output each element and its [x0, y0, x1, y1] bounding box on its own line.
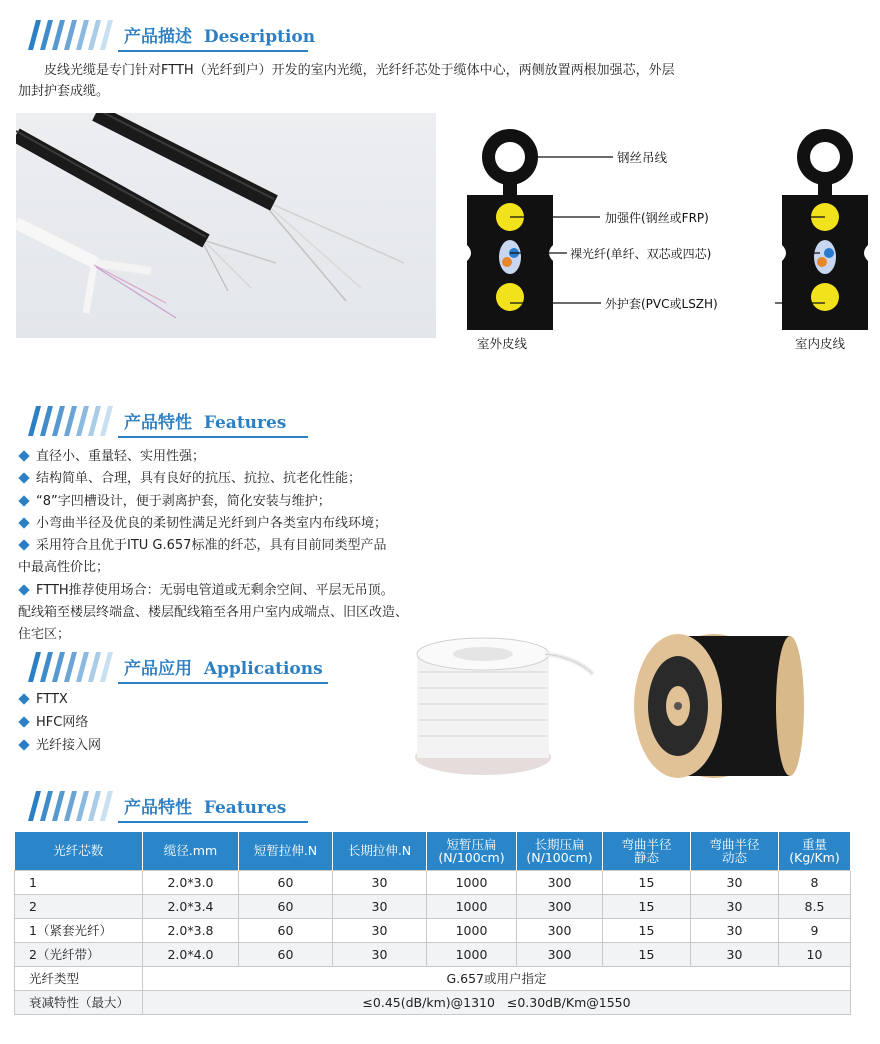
- applications-list: [18, 688, 101, 757]
- table-cell: 60: [239, 942, 333, 966]
- header-short-crush: 短暂压扁 (N/100cm): [427, 832, 517, 870]
- table-cell: 8: [779, 870, 851, 894]
- table-cell: 9: [779, 918, 851, 942]
- table-cell: 2: [15, 894, 143, 918]
- list-item: 光纤接入网: [18, 734, 101, 757]
- list-item: FTTX: [18, 688, 101, 711]
- list-item: “8”字凹槽设计，便于剥离护套，简化安装与维护；: [18, 491, 438, 513]
- list-item-cont: 住宅区；: [18, 627, 71, 643]
- table-cell: 1（紧套光纤）: [15, 918, 143, 942]
- diamond-bullet-icon: [18, 495, 29, 506]
- section-header-applications: [18, 650, 323, 684]
- diamond-bullet-icon: [18, 540, 29, 551]
- outdoor-cable-section-icon: [467, 129, 553, 330]
- stripes-icon: [18, 791, 118, 821]
- table-cell: 1000: [427, 870, 517, 894]
- section-title: 产品描述 Deseription: [124, 27, 316, 47]
- table-header-row: [15, 832, 851, 870]
- list-item: 结构简单、合理，具有良好的抗压、抗拉、抗老化性能；: [18, 468, 438, 490]
- table-cell: 30: [691, 870, 779, 894]
- list-item: HFC网络: [18, 711, 101, 734]
- label-outer-jacket: 外护套(PVC或LSZH): [605, 297, 718, 311]
- table-cell: 10: [779, 942, 851, 966]
- table-cell: 1000: [427, 918, 517, 942]
- table-cell: 2.0*3.4: [143, 894, 239, 918]
- table-cell: 2.0*3.8: [143, 918, 239, 942]
- stripes-icon: [18, 20, 118, 50]
- black-cable-reel-photo: [626, 628, 806, 784]
- list-item-cont: 配线箱至楼层终端盒、楼层配线箱至各用户室内成端点、旧区改造、: [18, 605, 409, 621]
- table-cell: 60: [239, 894, 333, 918]
- description-text: 皮线光缆是专门针对FTTH（光纤到户）开发的室内光缆，光纤纤芯处于缆体中心，两侧放置两根加强芯，外层: [44, 63, 675, 78]
- section-header-description: [18, 18, 318, 52]
- diamond-bullet-icon: [18, 716, 29, 727]
- section-underline: [118, 821, 308, 823]
- section-underline: [118, 682, 328, 684]
- table-row-fiber-type: [15, 966, 851, 990]
- header-bend-dynamic: 弯曲半径 动态: [691, 832, 779, 870]
- table-row: [15, 870, 851, 894]
- table-cell: 8.5: [779, 894, 851, 918]
- diamond-bullet-icon: [18, 739, 29, 750]
- section-title: 产品特性 Features: [124, 413, 287, 433]
- table-cell: 30: [333, 894, 427, 918]
- list-item-cont: 中最高性价比；: [18, 560, 110, 576]
- diamond-bullet-icon: [18, 517, 29, 528]
- table-cell: 30: [691, 894, 779, 918]
- header-long-crush: 长期压扁 (N/100cm): [517, 832, 603, 870]
- cable-photo: [16, 113, 436, 338]
- fiber-type-value: G.657或用户指定: [143, 966, 851, 990]
- diamond-bullet-icon: [18, 450, 29, 461]
- table-cell: 30: [691, 918, 779, 942]
- cable-photo-image: [16, 113, 436, 338]
- table-cell: 15: [603, 870, 691, 894]
- table-cell: 30: [691, 942, 779, 966]
- section-header-specs: [18, 789, 318, 823]
- table-cell: 30: [333, 918, 427, 942]
- header-bend-static: 弯曲半径 静态: [603, 832, 691, 870]
- white-cable-reel-photo: [405, 632, 605, 782]
- spec-table: [14, 832, 851, 1015]
- section-title: 产品应用 Applications: [124, 659, 323, 679]
- stripes-icon: [18, 652, 118, 682]
- table-cell: 15: [603, 918, 691, 942]
- table-cell: 300: [517, 894, 603, 918]
- table-cell: 2.0*4.0: [143, 942, 239, 966]
- table-row-attenuation: [15, 990, 851, 1014]
- list-item: 小弯曲半径及优良的柔韧性满足光纤到户各类室内布线环境；: [18, 513, 438, 535]
- table-cell: 1000: [427, 942, 517, 966]
- attenuation-value: ≤0.45(dB/km)@1310 ≤0.30dB/Km@1550: [143, 990, 851, 1014]
- attenuation-label: 衰减特性（最大）: [15, 990, 143, 1014]
- description-text-cont: 加封护套成缆。: [18, 84, 110, 99]
- diamond-bullet-icon: [18, 693, 29, 704]
- table-cell: 300: [517, 918, 603, 942]
- caption-outdoor-cable: 室外皮线: [477, 336, 528, 351]
- table-cell: 60: [239, 918, 333, 942]
- table-row: [15, 942, 851, 966]
- section-underline: [118, 50, 308, 52]
- label-messenger-wire: 钢丝吊线: [617, 150, 668, 165]
- header-weight: 重量 (Kg/Km): [779, 832, 851, 870]
- table-cell: 2（光纤带）: [15, 942, 143, 966]
- stripes-icon: [18, 406, 118, 436]
- list-item: FTTH推荐使用场合：无弱电管道或无剩余空间、平层无吊顶。: [18, 580, 438, 602]
- fiber-type-label: 光纤类型: [15, 966, 143, 990]
- table-cell: 60: [239, 870, 333, 894]
- features-list: [18, 446, 438, 647]
- list-item: 采用符合且优于ITU G.657标准的纤芯，具有目前同类型产品: [18, 535, 438, 557]
- table-cell: 15: [603, 942, 691, 966]
- diamond-bullet-icon: [18, 584, 29, 595]
- table-cell: 1: [15, 870, 143, 894]
- section-underline: [118, 436, 308, 438]
- table-cell: 30: [333, 870, 427, 894]
- list-item: 直径小、重量轻、实用性强；: [18, 446, 438, 468]
- table-cell: 30: [333, 942, 427, 966]
- label-bare-fiber: 裸光纤(单纤、双芯或四芯): [570, 247, 712, 261]
- indoor-cable-section-icon: [782, 129, 868, 330]
- diamond-bullet-icon: [18, 473, 29, 484]
- caption-indoor-cable: 室内皮线: [795, 336, 846, 351]
- section-header-features: [18, 404, 318, 438]
- table-cell: 15: [603, 894, 691, 918]
- cable-cross-section-diagram: [455, 125, 875, 355]
- table-row: [15, 918, 851, 942]
- table-cell: 2.0*3.0: [143, 870, 239, 894]
- label-strength-member: 加强件(钢丝或FRP): [605, 211, 709, 225]
- header-long-tension: 长期拉伸.N: [333, 832, 427, 870]
- table-row: [15, 894, 851, 918]
- section-title: 产品特性 Features: [124, 798, 287, 818]
- header-diameter: 缆径.mm: [143, 832, 239, 870]
- header-short-tension: 短暂拉伸.N: [239, 832, 333, 870]
- table-cell: 300: [517, 870, 603, 894]
- header-fiber-count: 光纤芯数: [15, 832, 143, 870]
- table-cell: 300: [517, 942, 603, 966]
- table-cell: 1000: [427, 894, 517, 918]
